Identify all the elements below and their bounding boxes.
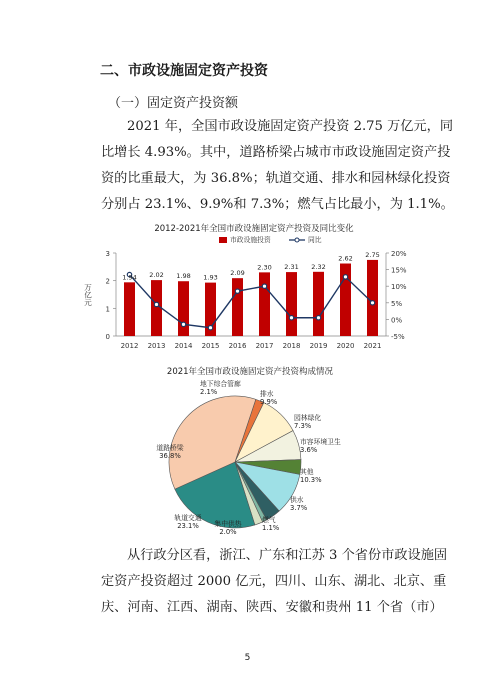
investment-combo-chart: [76, 216, 432, 356]
pie-slice-value: 23.1%: [177, 522, 199, 530]
pie-slice-label: 园林绿化: [294, 414, 322, 422]
paragraph-line: 庆、河南、江西、湖南、陕西、安徽和贵州 11 个省（市）: [101, 600, 443, 615]
pie-slice-label: 市容环境卫生: [300, 438, 341, 446]
x-tick-label: 2016: [228, 342, 247, 350]
bar-value-label: 2.30: [257, 263, 272, 272]
yoy-point: [154, 302, 158, 306]
y-axis-label: 万亿元: [83, 283, 93, 306]
bar-value-label: 2.62: [338, 254, 353, 263]
bar-value-label: 2.75: [365, 250, 380, 259]
x-tick-label: 2012: [120, 342, 139, 350]
paragraph-line: 2021 年，全国市政设施固定资产投资 2.75 万亿元，同: [127, 119, 454, 134]
pie-slice-value: 7.3%: [294, 422, 312, 430]
bar: [178, 281, 189, 336]
chart-title: 2021年全国市政设施固定资产投资构成情况: [166, 367, 334, 377]
y-tick-label: 2: [105, 277, 110, 286]
x-tick-label: 2018: [282, 342, 301, 350]
legend-marker-line: [295, 238, 299, 242]
x-tick-label: 2017: [255, 342, 274, 350]
pie-slice-label: 道路桥梁: [156, 444, 184, 452]
pie-slices: [169, 396, 301, 528]
paragraph-line: 定资产投资超过 2000 亿元，四川、山东、湖北、北京、重: [101, 574, 447, 589]
composition-pie-chart: [130, 362, 380, 540]
paragraph-line: 从行政分区看，浙江、广东和江苏 3 个省份市政设施固: [127, 548, 448, 563]
legend-label-line: 同比: [308, 236, 322, 244]
bar-value-label: 1.98: [176, 272, 191, 281]
subsection-heading: （一）固定资产投资额: [108, 96, 239, 111]
legend-label-bar: 市政设施投资: [230, 236, 271, 244]
pie-slice-label: 供水: [290, 496, 304, 504]
x-tick-label: 2015: [201, 342, 220, 350]
pie-slice-value: 3.7%: [290, 504, 308, 512]
pie-slice-value: 10.3%: [300, 476, 322, 484]
bar: [124, 282, 135, 336]
paragraph-line: 分别占 23.1%、9.9%和 7.3%；燃气占比最小，为 1.1%。: [101, 197, 454, 212]
y2-tick-label: 20%: [391, 250, 407, 258]
bar-value-label: 2.32: [311, 262, 326, 271]
bar: [259, 272, 270, 336]
pie-slice-value: 1.1%: [262, 524, 280, 532]
paragraph-2: [101, 543, 448, 621]
pie-slice-label: 轨道交通: [174, 514, 202, 522]
yoy-line: [130, 275, 373, 328]
pie-slice-label: 燃气: [262, 516, 276, 524]
pie-slice-value: 9.9%: [260, 398, 278, 406]
x-tick-label: 2019: [309, 342, 328, 350]
page-number: 5: [244, 653, 251, 663]
y-tick-label: 3: [105, 250, 110, 258]
chart-title: 2012-2021年全国市政设施固定资产投资及同比变化: [154, 224, 354, 234]
bar-value-label: 2.31: [284, 263, 299, 272]
yoy-point: [289, 316, 293, 320]
pie-slice-label: 其他: [300, 468, 314, 476]
yoy-point: [181, 322, 185, 326]
pie-slice-label: 地下综合管廊: [200, 380, 241, 388]
yoy-point: [208, 326, 212, 330]
bar: [286, 272, 297, 336]
yoy-point: [343, 275, 347, 279]
y-tick-label: 0: [105, 333, 110, 341]
bar: [367, 260, 378, 336]
y2-tick-label: 10%: [391, 283, 407, 292]
bar-value-label: 1.93: [203, 273, 218, 282]
x-tick-label: 2021: [363, 342, 382, 350]
pie-slice-label: 排水: [260, 390, 274, 398]
bar-value-label: 2.09: [230, 269, 245, 278]
pie-slice-value: 36.8%: [159, 452, 181, 460]
yoy-point: [235, 289, 239, 293]
section-heading: 二、市政设施固定资产投资: [100, 63, 268, 79]
yoy-point: [316, 316, 320, 320]
y2-tick-label: -5%: [391, 333, 405, 341]
paragraph-line: 比增长 4.93%。其中，道路桥梁占城市市政设施固定资产投: [101, 145, 451, 160]
paragraph-1: [101, 114, 454, 218]
x-tick-label: 2014: [174, 342, 193, 350]
pie-slice-value: 2.0%: [219, 528, 237, 536]
chart-legend: [219, 235, 322, 244]
pie-slice-label: 集中供热: [214, 520, 242, 528]
pie-slice-value: 2.1%: [200, 388, 218, 396]
yoy-point: [262, 284, 266, 288]
paragraph-line: 资的比重最大，为 36.8%；轨道交通、排水和园林绿化投资: [101, 171, 451, 186]
y-tick-label: 1: [105, 305, 110, 314]
x-tick-label: 2013: [147, 342, 166, 350]
line-series: [127, 272, 374, 330]
yoy-point: [370, 301, 374, 305]
bar: [232, 278, 243, 336]
y2-tick-label: 0%: [391, 316, 403, 325]
legend-swatch-bar: [219, 237, 227, 243]
pie-slice-value: 3.6%: [300, 446, 318, 454]
bar-value-label: 1.94: [122, 273, 137, 282]
y2-tick-label: 15%: [391, 266, 407, 275]
bar-value-label: 2.02: [149, 271, 164, 280]
bar: [313, 272, 324, 336]
x-tick-label: 2020: [336, 342, 355, 350]
y2-tick-label: 5%: [391, 299, 403, 308]
